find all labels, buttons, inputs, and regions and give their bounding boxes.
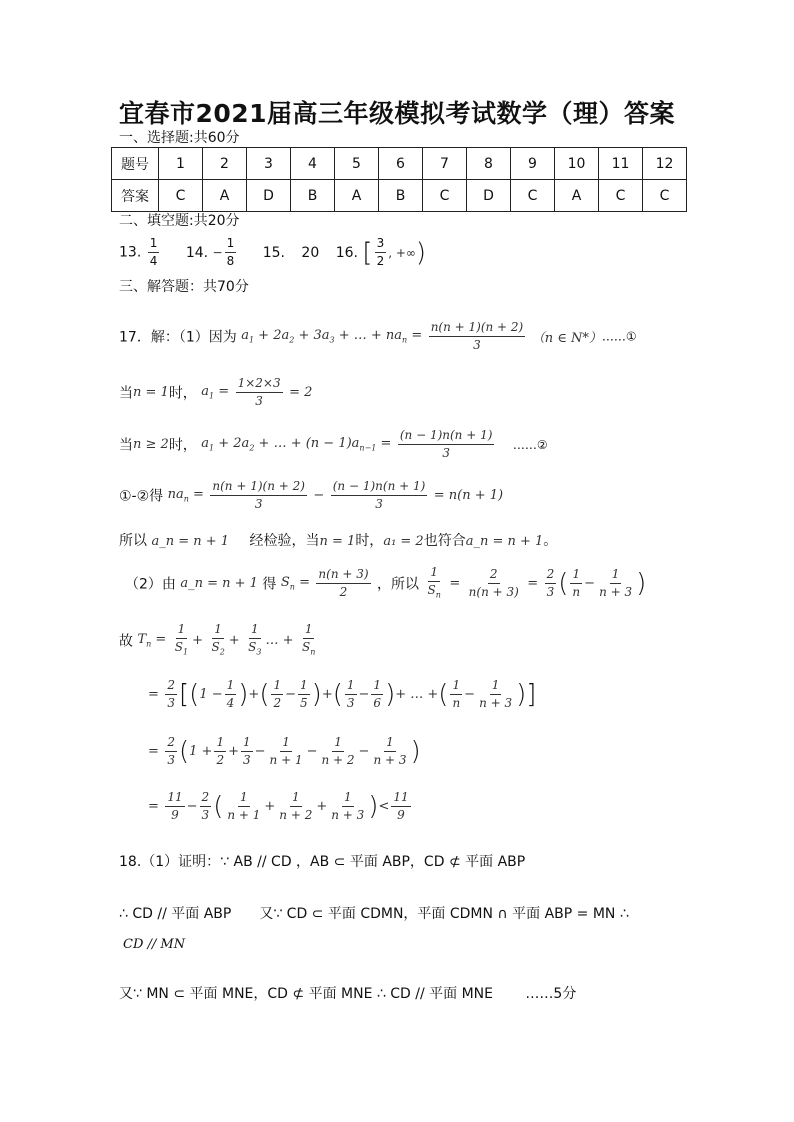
- q14-label: 14.: [185, 244, 209, 261]
- p17-line1: 17．解：（1）因为 $a_1 + 2a_2 + 3a_3$ + … + $na_n$ = $\frac{n(n + 1)(n + 2)}{3}$ （n ∈ N*）……①: [119, 320, 637, 352]
- table-cell: C: [423, 180, 467, 212]
- table-header-cell: 答案: [112, 180, 159, 212]
- q14-answer: $\frac{1}{8}$: [226, 236, 235, 268]
- p18-line3: CD // MN: [123, 937, 186, 952]
- score-tag: ……5分: [525, 986, 577, 1002]
- fill-answers-line: 13. $\frac{1}{4}$ 14. − $\frac{1}{8}$ 15. 20 16. [ $\frac{3}{2}$ , +∞): [119, 236, 427, 268]
- table-cell: A: [335, 180, 379, 212]
- table-cell: D: [467, 180, 511, 212]
- math: n = 1: [133, 385, 169, 400]
- text: 得: [262, 576, 277, 593]
- table-cell: 8: [467, 148, 511, 180]
- p18-line4: [119, 983, 576, 1003]
- page-title: 宜春市2021届高三年级模拟考试数学（理）答案: [118, 99, 676, 128]
- table-cell: 3: [247, 148, 291, 180]
- math: a_n = n + 1: [465, 534, 544, 549]
- p18-line1: 18.（1）证明：∵ AB // CD ，AB ⊂ 平面 ABP，CD ⊄ 平面 ABP: [119, 854, 526, 870]
- text: 当: [119, 437, 133, 454]
- text: （2）由: [125, 576, 176, 593]
- p17-intro: 17．解：（1）因为: [119, 329, 237, 346]
- table-row-answers: [112, 180, 687, 212]
- text: 故: [119, 633, 133, 650]
- q13-answer: $\frac{1}{4}$: [149, 236, 158, 268]
- text: 又∵ MN ⊂ 平面 MNE，CD ⊄ 平面 MNE ∴ CD // 平面 MNE: [119, 986, 493, 1002]
- text: ①-②得: [119, 488, 164, 505]
- text: 经检验，当: [249, 533, 320, 549]
- q16-answer: [ $\frac{3}{2}$ , +∞): [362, 236, 427, 268]
- q16-label: 16.: [335, 244, 358, 261]
- math: n = 1: [319, 534, 356, 549]
- table-cell: 9: [511, 148, 555, 180]
- table-cell: 7: [423, 148, 467, 180]
- p17-line9: = $\frac{2}{3}$ (1 + $\frac{1}{2}$ + $\frac{1}{3}$ − $\frac{1}{n + 1}$ − $\frac{1}{n + 2}$ − $\frac{1}{n + 3}$ ): [148, 735, 421, 767]
- p17-line7: 故 $T_n$ = $\frac{1}{S_1}$ + $\frac{1}{S_2}$ + $\frac{1}{S_3}$ … + $\frac{1}{S_n}$: [119, 622, 316, 657]
- p17-part2-line: （2）由 a_n = n + 1 得 $S_n$ = $\frac{n(n + 3)}{2}$ ，所以 $\frac{1}{S_n}$ = $\frac{2}{n(n + 3)}$ = $\frac{2}{3}$ ( $\frac{1}{n}$ − $\frac{1}{n + 3}$ ): [125, 565, 647, 600]
- p17-line8: = $\frac{2}{3}$ [(1 − $\frac{1}{4}$ )+( $\frac{1}{2}$ − $\frac{1}{5}$ )+( $\frac{1}{3}$ − $\frac{1}{6}$ )+ … +( $\frac{1}{n}$ − $\frac{1}{n + 3}$ )]: [148, 678, 537, 710]
- text: 也符合: [423, 533, 466, 549]
- table-cell: D: [247, 180, 291, 212]
- answer-table: [111, 147, 687, 212]
- math: a_n = n + 1: [151, 534, 230, 549]
- p17-line4: ①-②得 $na_n$ = $\frac{n(n + 1)(n + 2)}{3}$ − $\frac{(n - 1)n(n + 1)}{3}$ = n(n + 1): [119, 479, 504, 511]
- section-choice-heading: 一、选择题:共60分: [119, 130, 240, 146]
- text: 所以: [119, 533, 147, 549]
- p17-line5: [119, 530, 557, 550]
- p17-condition: （n ∈ N*）: [531, 331, 602, 346]
- table-cell: 5: [335, 148, 379, 180]
- math: a_n = n + 1: [180, 576, 258, 592]
- table-row-numbers: [112, 148, 687, 180]
- q15-answer: 20: [301, 244, 320, 261]
- math: n ≥ 2: [133, 437, 169, 452]
- p17-line10: = $\frac{11}{9}$ − $\frac{2}{3}$ ( $\frac{1}{n + 1}$ + $\frac{1}{n + 2}$ + $\frac{1}{n + 3}$ )< $\frac{11}{9}$: [148, 790, 409, 822]
- table-cell: B: [379, 180, 423, 212]
- section-fill-heading: 二、填空题:共20分: [119, 213, 240, 229]
- table-cell: 6: [379, 148, 423, 180]
- q15-label: 15.: [262, 244, 285, 261]
- text: 当: [119, 385, 133, 402]
- table-cell: 11: [599, 148, 643, 180]
- table-cell: 10: [555, 148, 599, 180]
- p17-line2: 当n = 1时， $a_1$ = $\frac{1\times 2\times 3}{3}$ = 2: [119, 376, 313, 408]
- equation-tag-2: ……②: [512, 437, 548, 452]
- p18-line2: ∴ CD // 平面 ABP 又∵ CD ⊂ 平面 CDMN，平面 CDMN ∩ 平面 ABP = MN ∴: [119, 906, 629, 922]
- equation-tag-1: ……①: [601, 329, 637, 344]
- table-cell: C: [159, 180, 203, 212]
- table-cell: 4: [291, 148, 335, 180]
- text: 时，: [355, 533, 384, 549]
- table-cell: B: [291, 180, 335, 212]
- table-cell: C: [643, 180, 687, 212]
- table-cell: 12: [643, 148, 687, 180]
- text: 时，: [168, 437, 197, 454]
- table-cell: C: [599, 180, 643, 212]
- table-cell: A: [555, 180, 599, 212]
- table-header-cell: 题号: [112, 148, 159, 180]
- table-cell: C: [511, 180, 555, 212]
- text: 。: [543, 533, 558, 549]
- text: 时，: [168, 385, 197, 402]
- section-solve-heading: 三、解答题：共70分: [119, 279, 249, 295]
- math: a₁ = 2: [383, 534, 424, 549]
- table-cell: 1: [159, 148, 203, 180]
- p17-line3: 当n ≥ 2时， $a_1 + 2a_2$ + … + $(n - 1)a_{n-1}$ = $\frac{(n - 1)n(n + 1)}{3}$ ……②: [119, 428, 548, 460]
- table-cell: 2: [203, 148, 247, 180]
- table-cell: A: [203, 180, 247, 212]
- q13-label: 13.: [119, 244, 142, 261]
- text: ，所以: [377, 576, 420, 593]
